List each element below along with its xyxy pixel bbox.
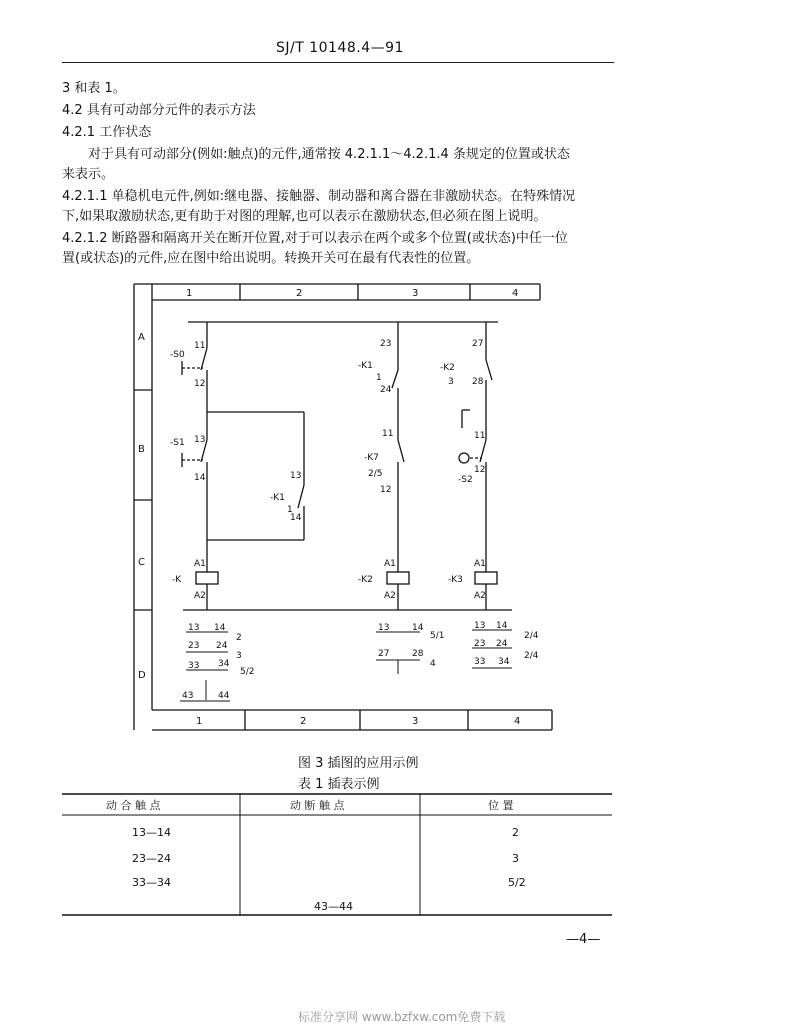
svg-text:24: 24 [216,641,228,651]
coil-k2 [387,572,409,584]
svg-text:2: 2 [236,633,242,643]
contact-k1-13 [298,485,304,508]
text-line: 3 和表 1。 [62,81,126,96]
svg-text:12: 12 [194,379,206,389]
circuit-diagram [0,280,809,750]
svg-text:4: 4 [430,659,436,669]
svg-text:28: 28 [412,649,424,659]
svg-text:14: 14 [194,473,206,483]
table-cell: 3 [512,852,519,865]
col-label-2: 2 [296,288,303,299]
svg-text:12: 12 [474,465,486,475]
svg-text:14: 14 [214,623,226,633]
svg-text:-K3: -K3 [448,575,463,585]
svg-text:14: 14 [496,621,508,631]
svg-text:34: 34 [498,657,510,667]
svg-text:-S1: -S1 [170,438,185,448]
svg-text:A2: A2 [474,591,486,601]
table-cell: 43—44 [314,900,353,913]
svg-text:1: 1 [287,505,293,515]
col-label-3: 3 [412,288,419,299]
text-line: 4.2.1.1 单稳机电元件,例如:继电器、接触器、制动器和离合器在非激励状态。在特殊情况 [62,189,576,204]
svg-text:28: 28 [472,377,484,387]
svg-text:27: 27 [472,339,484,349]
contact-k1-23 [392,370,398,388]
table-cell: 13—14 [132,826,171,839]
svg-text:A1: A1 [474,559,486,569]
svg-text:11: 11 [382,429,394,439]
coil-k3 [475,572,497,584]
svg-text:2/5: 2/5 [368,469,383,479]
contact-k2-27 [486,360,492,380]
svg-text:-K2: -K2 [440,363,455,373]
col-label-bottom-4: 4 [514,716,521,727]
table-cell: 23—24 [132,852,171,865]
svg-text:11: 11 [474,431,486,441]
svg-text:5/1: 5/1 [430,631,445,641]
svg-text:12: 12 [380,485,392,495]
svg-text:24: 24 [380,385,392,395]
svg-text:5/2: 5/2 [240,667,255,677]
row-label-a: A [138,332,145,343]
text-line: 下,如果取激励状态,更有助于对图的理解,也可以表示在激励状态,但必须在图上说明。 [62,209,547,224]
col-label-bottom-3: 3 [412,716,419,727]
svg-text:2/4: 2/4 [524,651,539,661]
svg-text:27: 27 [378,649,390,659]
svg-text:-K7: -K7 [364,453,379,463]
svg-text:23: 23 [188,641,200,651]
subsection-heading: 4.2.1 工作状态 [62,125,152,140]
col-label-bottom-1: 1 [196,716,203,727]
svg-text:43: 43 [182,691,194,701]
svg-text:14: 14 [290,513,302,523]
svg-text:13: 13 [290,471,302,481]
svg-text:11: 11 [194,341,206,351]
col-label-1: 1 [186,288,193,299]
svg-text:-S2: -S2 [458,475,473,485]
row-label-c: C [138,557,145,568]
svg-text:13: 13 [194,435,206,445]
svg-text:24: 24 [496,639,508,649]
svg-text:1: 1 [376,373,382,383]
svg-text:13: 13 [188,623,200,633]
row-label-d: D [138,670,146,681]
text-line: 对于具有可动部分(例如:触点)的元件,通常按 4.2.1.1～4.2.1.4 条规定的位置或状态 [88,147,570,162]
contact-k7 [398,440,404,462]
page-header: SJ/T 10148.4—91 [276,40,404,56]
contact-table-k3 [474,621,539,667]
figure-caption: 图 3 插图的应用示例 [298,756,419,771]
svg-text:13: 13 [474,621,486,631]
table-cell: 33—34 [132,876,171,889]
switch-s2 [480,440,486,462]
svg-text:-S0: -S0 [170,350,185,360]
svg-text:13: 13 [378,623,390,633]
svg-text:3: 3 [236,651,242,661]
col-label-4: 4 [512,288,519,299]
table-caption: 表 1 插表示例 [298,777,380,792]
svg-text:A2: A2 [384,591,396,601]
table-header-normally-open: 动 合 触 点 [106,799,161,812]
coil-k [196,572,218,584]
svg-text:3: 3 [448,377,454,387]
svg-text:23: 23 [474,639,486,649]
svg-text:23: 23 [380,339,392,349]
svg-text:34: 34 [218,659,230,669]
col-label-bottom-2: 2 [300,716,307,727]
table-header-position: 位 置 [488,799,514,812]
svg-text:2/4: 2/4 [524,631,539,641]
svg-text:-K1: -K1 [358,361,373,371]
row-label-b: B [138,444,145,455]
switch-s0 [201,348,207,370]
s2-actuator [459,453,469,463]
table-header-normally-closed: 动 断 触 点 [290,799,345,812]
svg-text:44: 44 [218,691,230,701]
table-cell: 2 [512,826,519,839]
section-heading: 4.2 具有可动部分元件的表示方法 [62,103,256,118]
svg-text:14: 14 [412,623,424,633]
svg-text:-K: -K [172,575,182,585]
svg-text:A2: A2 [194,591,206,601]
header-rule [62,62,614,63]
svg-text:A1: A1 [194,559,206,569]
text-line: 4.2.1.2 断路器和隔离开关在断开位置,对于可以表示在两个或多个位置(或状态)中任一位 [62,231,568,246]
contact-table-k [182,623,254,701]
svg-text:33: 33 [188,661,200,671]
table-cell: 5/2 [508,876,526,889]
text-line: 置(或状态)的元件,应在图中给出说明。转换开关可在最有代表性的位置。 [62,251,480,266]
svg-text:A1: A1 [384,559,396,569]
text-line: 来表示。 [62,167,115,182]
page-number: —4— [566,932,601,947]
svg-text:33: 33 [474,657,486,667]
contact-table-k2 [378,623,444,669]
footer-watermark: 标准分享网 www.bzfxw.com免费下载 [298,1010,506,1024]
svg-text:-K1: -K1 [270,493,285,503]
svg-text:-K2: -K2 [358,575,373,585]
